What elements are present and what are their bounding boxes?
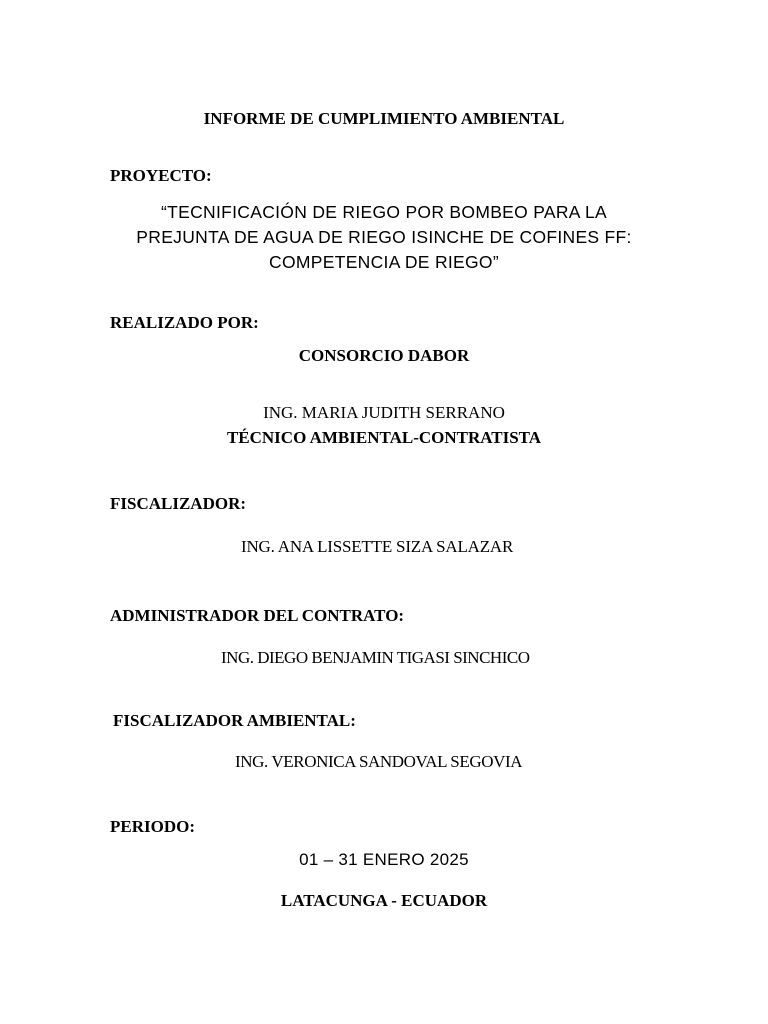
document-title: INFORME DE CUMPLIMIENTO AMBIENTAL	[203, 109, 565, 128]
fiscalizador-ambiental-label: FISCALIZADOR AMBIENTAL:	[113, 711, 356, 730]
project-title	[0, 200, 768, 275]
project-title-line: PREJUNTA DE AGUA DE RIEGO ISINCHE DE COFINES FF:	[136, 227, 632, 247]
project-title-line: “TECNIFICACIÓN DE RIEGO POR BOMBEO PARA LA	[161, 202, 607, 222]
periodo-label: PERIODO:	[110, 817, 195, 836]
contractor-engineer: ING. MARIA JUDITH SERRANO	[263, 403, 505, 422]
administrador-label: ADMINISTRADOR DEL CONTRATO:	[110, 606, 405, 625]
project-label: PROYECTO:	[110, 166, 212, 185]
fiscalizador-name: ING. ANA LISSETTE SIZA SALAZAR	[241, 537, 514, 556]
realizado-label: REALIZADO POR:	[110, 313, 259, 332]
company-name: CONSORCIO DABOR	[298, 346, 470, 365]
fiscalizador-ambiental-name: ING. VERONICA SANDOVAL SEGOVIA	[235, 752, 523, 771]
fiscalizador-label: FISCALIZADOR:	[110, 494, 247, 513]
administrador-name: ING. DIEGO BENJAMIN TIGASI SINCHICO	[221, 648, 530, 667]
periodo-value: 01 – 31 ENERO 2025	[299, 850, 469, 869]
project-title-line: COMPETENCIA DE RIEGO”	[269, 252, 499, 272]
location: LATACUNGA - ECUADOR	[280, 891, 488, 910]
contractor-role: TÉCNICO AMBIENTAL-CONTRATISTA	[226, 428, 542, 447]
